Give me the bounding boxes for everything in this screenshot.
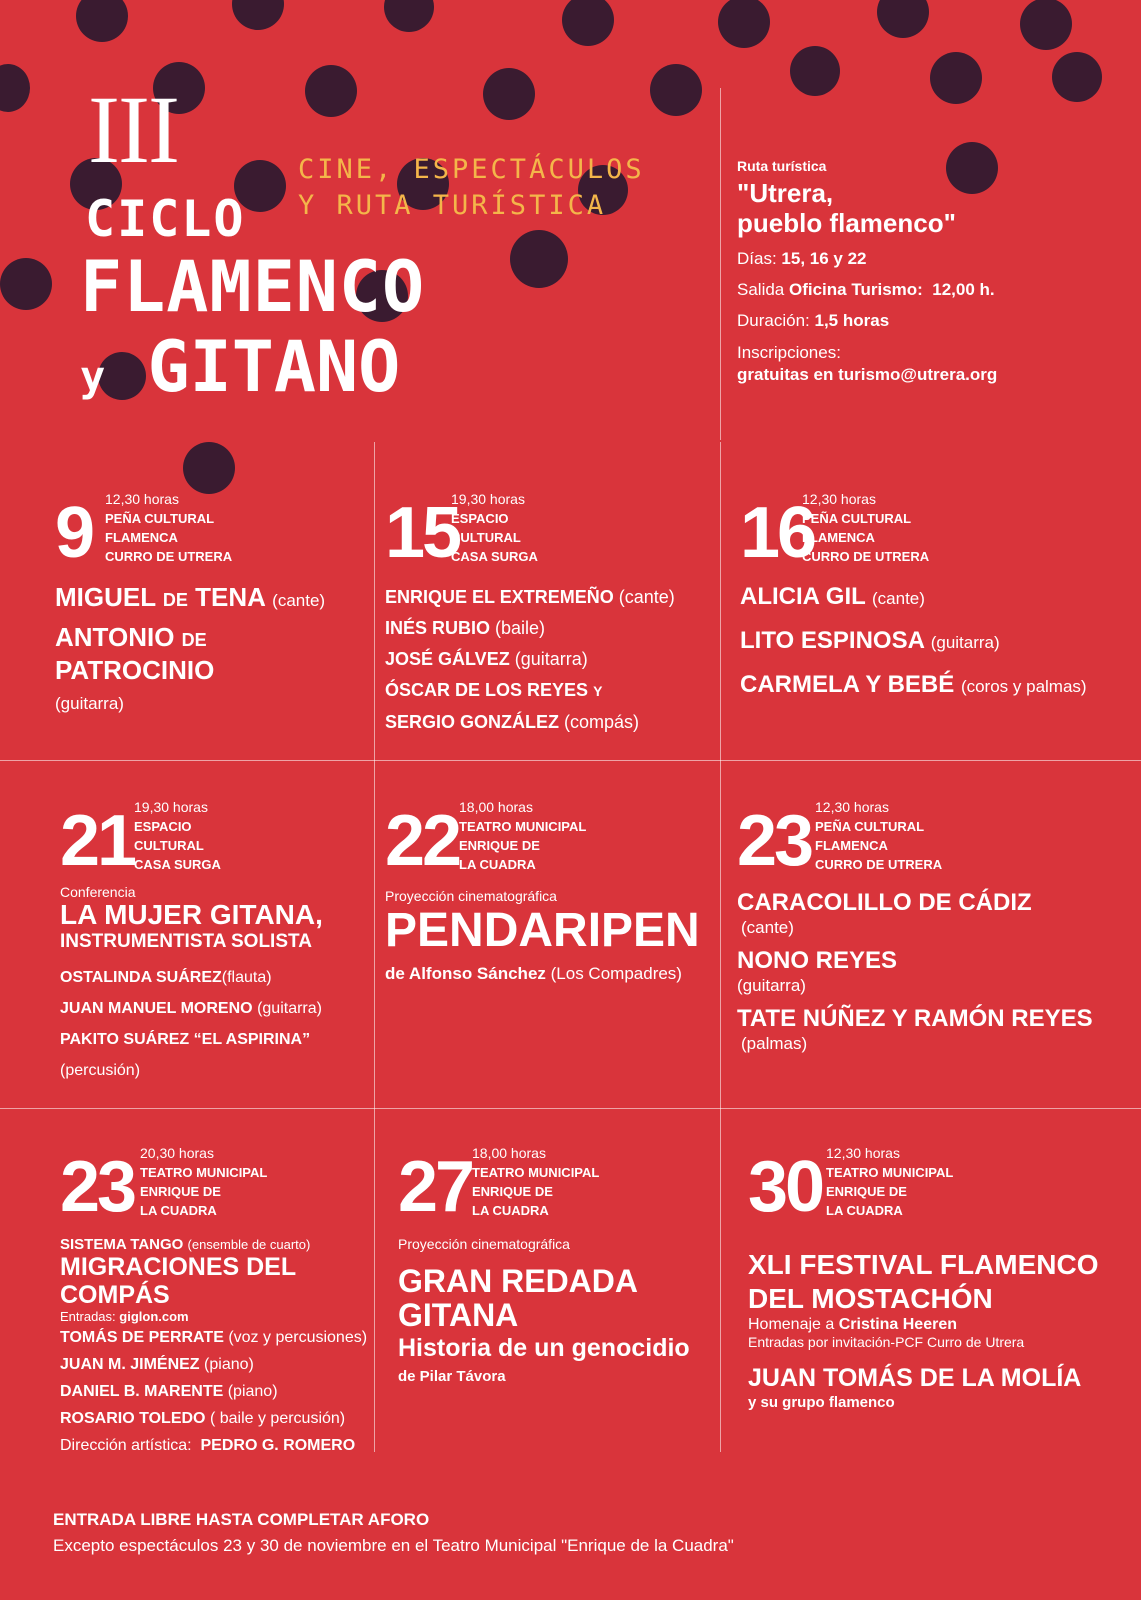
- artist-sub: y su grupo flamenco: [748, 1394, 895, 1411]
- ruta-title-line-1: "Utrera,: [737, 178, 834, 208]
- event-title: GRAN REDADA: [398, 1263, 638, 1299]
- event-meta: 12,30 horas PEÑA CULTURAL FLAMENCA CURRO DE UTRERA: [802, 491, 930, 564]
- subtitle-line-2: Y RUTA TURÍSTICA: [298, 190, 607, 221]
- event-day: 27: [398, 1147, 473, 1227]
- event-meta: 19,30 horas ESPACIO CULTURAL CASA SURGA: [451, 491, 538, 564]
- event-credit: de Pilar Távora: [398, 1368, 506, 1385]
- artist: LITO ESPINOSA (guitarra): [740, 627, 1000, 654]
- event-day: 30: [748, 1147, 823, 1227]
- event-kind: Conferencia: [60, 884, 136, 900]
- event-title: LA MUJER GITANA,: [60, 899, 323, 930]
- ruta-turistica: [737, 158, 1117, 386]
- title-ciclo: CICLO: [85, 190, 246, 248]
- artist: ANTONIO DE PATROCINIO (guitarra): [55, 622, 215, 713]
- event-day: 23: [60, 1147, 135, 1227]
- subtitle-line-1: CINE, ESPECTÁCULOS: [298, 154, 645, 185]
- event-day: 23: [737, 801, 812, 881]
- title-y: y: [80, 352, 106, 401]
- event-27: [398, 1144, 718, 1385]
- event-21: [60, 798, 370, 1086]
- event-day: 9: [55, 493, 93, 573]
- event-kind: Proyección cinematográfica: [398, 1236, 570, 1252]
- footer-entrada: ENTRADA LIBRE HASTA COMPLETAR AFORO: [53, 1510, 430, 1529]
- footer-excepto: Excepto espectáculos 23 y 30 de noviembre en el Teatro Municipal "Enrique de la Cuadra": [53, 1536, 734, 1555]
- artist: ÓSCAR DE LOS REYES Y: [385, 680, 603, 700]
- artistic-direction: Dirección artística: PEDRO G. ROMERO: [60, 1437, 356, 1454]
- artist: MIGUEL DE TENA (cante): [55, 582, 326, 612]
- event-16: [740, 490, 1130, 708]
- artist: NONO REYES (guitarra): [737, 947, 898, 995]
- divider: [720, 88, 721, 440]
- event-day: 21: [60, 801, 135, 881]
- event-meta: 12,30 horas PEÑA CULTURAL FLAMENCA CURRO DE UTRERA: [815, 799, 943, 872]
- divider: [0, 1108, 1141, 1109]
- event-meta: 18,00 horas TEATRO MUNICIPAL ENRIQUE DE LA CUADRA: [459, 799, 587, 872]
- event-30: [748, 1144, 1133, 1411]
- artist: PAKITO SUÁREZ “EL ASPIRINA” (percusión): [60, 1031, 311, 1079]
- title-flamenco: FLAMENCO: [80, 246, 426, 328]
- ruta-duracion: Duración: 1,5 horas: [737, 311, 890, 330]
- artist-list: [385, 582, 715, 738]
- event-day: 16: [740, 493, 815, 573]
- artist: CARMELA Y BEBÉ (coros y palmas): [740, 671, 1087, 698]
- event-15: [385, 490, 715, 738]
- event-meta: 18,00 horas TEATRO MUNICIPAL ENRIQUE DE LA CUADRA: [472, 1145, 600, 1218]
- event-23-morning: [737, 798, 1132, 1054]
- event-meta: 20,30 horas TEATRO MUNICIPAL ENRIQUE DE LA CUADRA: [140, 1145, 268, 1218]
- ruta-title: [737, 178, 1117, 238]
- ruta-salida: Salida Oficina Turismo: 12,00 h.: [737, 280, 995, 299]
- event-day: 15: [385, 493, 460, 573]
- event-9: [55, 490, 365, 719]
- artist: ROSARIO TOLEDO ( baile y percusión): [60, 1410, 346, 1427]
- event-title-2: DEL MOSTACHÓN: [748, 1283, 993, 1314]
- title-y-gitano: [80, 326, 401, 414]
- divider: [374, 442, 375, 1452]
- artist: INÉS RUBIO (baile): [385, 618, 546, 638]
- event-meta: 12,30 horas PEÑA CULTURAL FLAMENCA CURRO DE UTRERA: [105, 491, 233, 564]
- ruta-inscripciones: Inscripciones: gratuitas en turismo@utrera.org: [737, 343, 998, 384]
- artist: JUAN MANUEL MORENO (guitarra): [60, 1000, 322, 1017]
- homenaje: Homenaje a Cristina Heeren: [748, 1316, 957, 1333]
- ruta-dias: Días: 15, 16 y 22: [737, 249, 867, 268]
- artist: JUAN TOMÁS DE LA MOLÍA: [748, 1364, 1082, 1392]
- event-day: 22: [385, 801, 460, 881]
- artist: JUAN M. JIMÉNEZ (piano): [60, 1356, 254, 1373]
- divider: [720, 442, 721, 1452]
- ruta-email[interactable]: gratuitas en turismo@utrera.org: [737, 365, 998, 384]
- artist-list: [737, 888, 1132, 1054]
- artist: ENRIQUE EL EXTREMEÑO (cante): [385, 587, 675, 607]
- artist: TATE NÚÑEZ Y RAMÓN REYES (palmas): [737, 1005, 1093, 1053]
- artist: SERGIO GONZÁLEZ (compás): [385, 712, 640, 732]
- artist: JOSÉ GÁLVEZ (guitarra): [385, 649, 588, 669]
- artist: ALICIA GIL (cante): [740, 583, 925, 610]
- event-title: PENDARIPEN: [385, 904, 700, 957]
- event-meta: 19,30 horas ESPACIO CULTURAL CASA SURGA: [134, 799, 221, 872]
- event-title-2: GITANA: [398, 1297, 519, 1333]
- artist: DANIEL B. MARENTE (piano): [60, 1383, 278, 1400]
- event-22: [385, 798, 715, 989]
- ensemble: SISTEMA TANGO (ensemble de cuarto): [60, 1236, 311, 1253]
- event-credit: de Alfonso Sánchez (Los Compadres): [385, 964, 682, 983]
- event-kind: Proyección cinematográfica: [385, 888, 557, 904]
- artist-list: [60, 962, 370, 1086]
- tickets: Entradas por invitación-PCF Curro de Utrera: [748, 1334, 1025, 1350]
- ruta-label: Ruta turística: [737, 158, 827, 174]
- ruta-title-line-2: pueblo flamenco": [737, 208, 956, 238]
- event-title-2: INSTRUMENTISTA SOLISTA: [60, 931, 312, 952]
- event-subtitle: Historia de un genocidio: [398, 1334, 690, 1362]
- edition-number: III: [88, 76, 178, 183]
- footer: [53, 1510, 734, 1556]
- tickets-link[interactable]: giglon.com: [119, 1309, 189, 1324]
- artist: CARACOLILLO DE CÁDIZ (cante): [737, 889, 1032, 937]
- event-meta: 12,30 horas TEATRO MUNICIPAL ENRIQUE DE LA CUADRA: [826, 1145, 954, 1218]
- artist-list: [60, 1324, 370, 1459]
- event-title: MIGRACIONES DEL COMPÁS: [60, 1253, 296, 1309]
- artist: OSTALINDA SUÁREZ(flauta): [60, 969, 272, 986]
- event-23-evening: [60, 1144, 370, 1459]
- tickets: Entradas: giglon.com: [60, 1309, 189, 1324]
- title-gitano: GITANO: [147, 326, 401, 408]
- divider: [0, 760, 1141, 761]
- artist: TOMÁS DE PERRATE (voz y percusiones): [60, 1329, 368, 1346]
- subtitle: [298, 152, 645, 224]
- event-title: XLI FESTIVAL FLAMENCO: [748, 1249, 1099, 1280]
